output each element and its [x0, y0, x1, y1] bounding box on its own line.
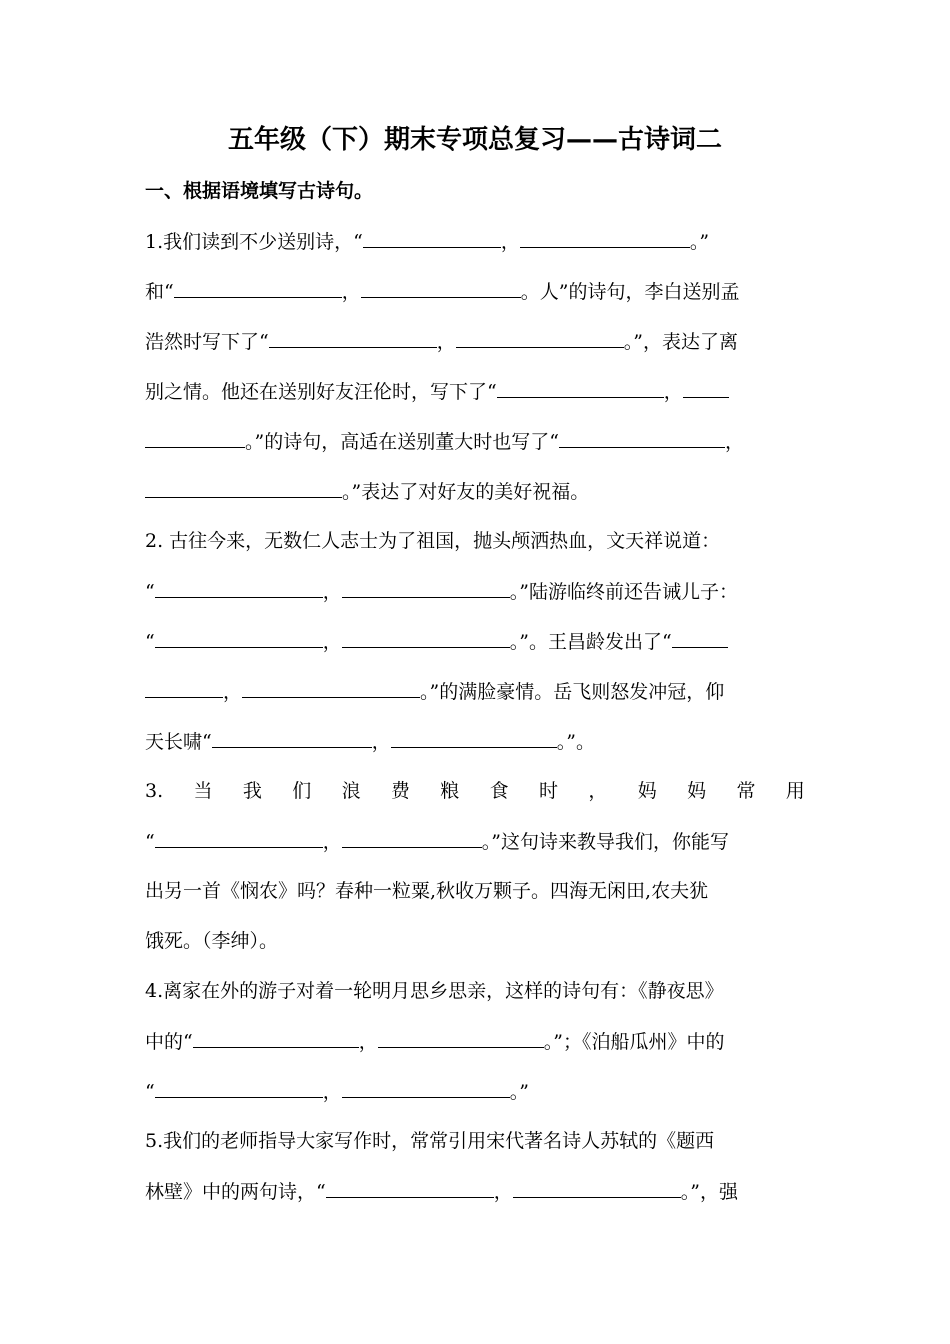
q4-line-3: “ ， 。” — [145, 1075, 529, 1107]
q3-line-4: 饿死。（李绅）。 — [145, 930, 279, 952]
answer-blank[interactable] — [155, 575, 323, 598]
answer-blank[interactable] — [174, 275, 342, 298]
q2-line-2: “ ， 。”陆游临终前还告诫儿子： — [145, 575, 738, 607]
answer-blank[interactable] — [513, 1175, 681, 1198]
answer-blank[interactable] — [145, 425, 245, 448]
answer-blank[interactable] — [193, 1025, 359, 1048]
q3-line-2: “ ， 。”这句诗来教导我们，你能写 — [145, 825, 729, 857]
q1-line-3: 浩然时写下了“ ， 。”，表达了离 — [145, 325, 738, 357]
q5-line-1: 5.我们的老师指导大家写作时，常常引用宋代著名诗人苏轼的《题西 — [145, 1130, 715, 1152]
answer-blank[interactable] — [342, 575, 510, 598]
answer-blank[interactable] — [559, 425, 725, 448]
answer-blank[interactable] — [456, 325, 624, 348]
q1-line-6: 。”表达了对好友的美好祝福。 — [145, 475, 589, 507]
answer-blank[interactable] — [145, 475, 342, 498]
answer-blank[interactable] — [326, 1175, 494, 1198]
q1-line-4: 别之情。他还在送别好友汪伦时，写下了“ ， — [145, 375, 729, 407]
section-heading: 一、根据语境填写古诗句。 — [145, 180, 374, 202]
q2-line-1: 2. 古往今来，无数仁人志士为了祖国，抛头颅洒热血，文天祥说道： — [145, 530, 721, 552]
q3-line-1: 3. 当 我 们 浪 费 粮 食 时 ， 妈 妈 常 用 — [145, 780, 805, 802]
answer-blank[interactable] — [242, 675, 420, 698]
q2-line-4: ， 。”的满脸豪情。岳飞则怒发冲冠，仰 — [145, 675, 724, 707]
answer-blank[interactable] — [391, 725, 557, 748]
q4-line-1: 4.离家在外的游子对着一轮明月思乡思亲，这样的诗句有：《静夜思》 — [145, 980, 724, 1002]
answer-blank[interactable] — [497, 375, 664, 398]
answer-blank[interactable] — [378, 1025, 544, 1048]
q1-line-2: 和“ ， 。人”的诗句，李白送别孟 — [145, 275, 739, 307]
answer-blank[interactable] — [342, 625, 510, 648]
q2-line-5: 天长啸“ ， 。”。 — [145, 725, 595, 757]
q5-line-2: 林壁》中的两句诗，“ ， 。”，强 — [145, 1175, 738, 1207]
answer-blank[interactable] — [683, 375, 729, 398]
answer-blank[interactable] — [145, 675, 223, 698]
answer-blank[interactable] — [155, 1075, 323, 1098]
answer-blank[interactable] — [342, 825, 482, 848]
q4-line-2: 中的“ ， 。”；《泊船瓜州》中的 — [145, 1025, 724, 1057]
answer-blank[interactable] — [363, 225, 501, 248]
q1-line-5: 。”的诗句，高适在送别董大时也写了“ ， — [145, 425, 744, 457]
q3-line-3: 出另一首《悯农》吗？春种一粒粟,秋收万颗子。四海无闲田,农夫犹 — [145, 880, 709, 902]
q2-line-3: “ ， 。”。王昌龄发出了“ — [145, 625, 728, 657]
answer-blank[interactable] — [212, 725, 372, 748]
page-title: 五年级（下）期末专项总复习——古诗词二 — [227, 125, 722, 155]
answer-blank[interactable] — [155, 825, 323, 848]
answer-blank[interactable] — [672, 625, 728, 648]
answer-blank[interactable] — [269, 325, 437, 348]
answer-blank[interactable] — [520, 225, 690, 248]
answer-blank[interactable] — [342, 1075, 510, 1098]
answer-blank[interactable] — [155, 625, 323, 648]
answer-blank[interactable] — [361, 275, 521, 298]
q1-line-1: 1.我们读到不少送别诗，“ ， 。” — [145, 225, 709, 257]
